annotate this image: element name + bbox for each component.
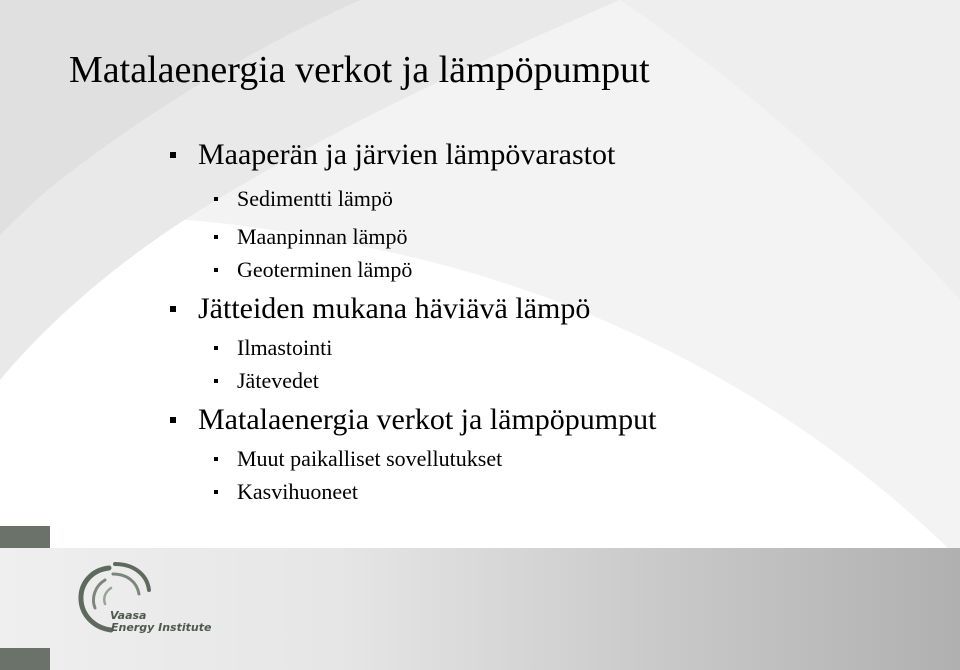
sub-bullet-item — [214, 186, 393, 212]
bullet-item — [170, 138, 615, 172]
sub-bullet-icon — [214, 490, 218, 494]
bullet-text: Maaperän ja järvien lämpövarastot — [198, 138, 616, 171]
sub-bullet-item — [214, 224, 407, 250]
bullet-square-icon — [170, 152, 176, 158]
sub-bullet-icon — [214, 379, 218, 383]
bullet-square-icon — [170, 306, 176, 312]
sub-bullet-text: Jätevedet — [237, 368, 319, 393]
sub-bullet-icon — [214, 268, 218, 272]
accent-square — [0, 648, 50, 670]
logo-text-institute: Energy Institute — [111, 621, 212, 634]
bullet-item — [170, 292, 590, 326]
accent-square — [0, 526, 50, 550]
sub-bullet-icon — [214, 235, 218, 239]
sub-bullet-text: Kasvihuoneet — [237, 479, 358, 504]
bullet-text: Matalaenergia verkot ja lämpöpumput — [198, 403, 657, 436]
bullet-item — [170, 403, 656, 437]
sub-bullet-text: Geoterminen lämpö — [237, 257, 413, 282]
logo-text-vaasa: Vaasa — [110, 609, 147, 622]
sub-bullet-item — [214, 335, 332, 361]
sub-bullet-icon — [214, 457, 218, 461]
sub-bullet-item — [214, 257, 412, 283]
sub-bullet-item — [214, 446, 502, 472]
sub-bullet-icon — [214, 346, 218, 350]
bullet-square-icon — [170, 417, 176, 423]
bullet-text: Jätteiden mukana häviävä lämpö — [198, 292, 591, 325]
sub-bullet-item — [214, 368, 319, 394]
sub-bullet-text: Muut paikalliset sovellutukset — [237, 446, 503, 471]
sub-bullet-text: Ilmastointi — [237, 335, 333, 360]
sub-bullet-text: Maanpinnan lämpö — [237, 224, 408, 249]
slide-title: Matalaenergia verkot ja lämpöpumput — [69, 49, 650, 91]
sub-bullet-text: Sedimentti lämpö — [237, 186, 393, 211]
sub-bullet-item — [214, 479, 358, 505]
sub-bullet-icon — [214, 197, 218, 201]
